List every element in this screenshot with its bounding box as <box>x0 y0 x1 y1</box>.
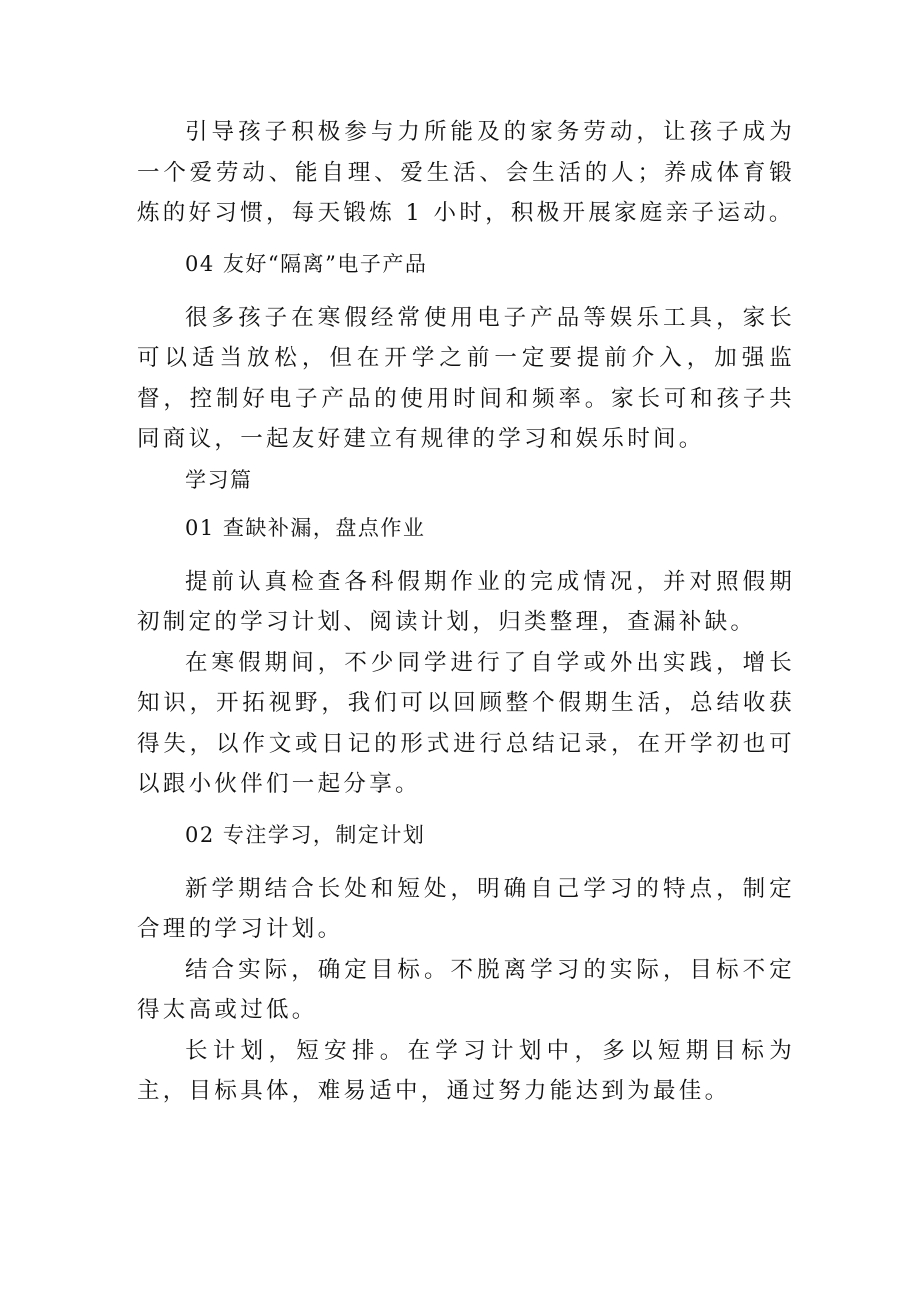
paragraph-homework-check: 提前认真检查各科假期作业的完成情况，并对照假期初制定的学习计划、阅读计划，归类整理，查漏补缺。 <box>137 568 795 635</box>
section-title-study: 学习篇 <box>185 467 253 492</box>
heading-02-plan: 02 专注学习，制定计划 <box>185 822 426 847</box>
paragraph-practice-summary: 在寒假期间，不少同学进行了自学或外出实践，增长知识，开拓视野，我们可以回顾整个假期生活，总结收获得失，以作文或日记的形式进行总结记录，在开学初也可以跟小伙伴们一起分享。 <box>137 649 795 797</box>
paragraph-long-short-plan: 长计划，短安排。在学习计划中，多以短期目标为主，目标具体，难易适中，通过努力能达到为最佳。 <box>137 1037 795 1104</box>
paragraph-set-goals: 结合实际，确定目标。不脱离学习的实际，目标不定得太高或过低。 <box>137 956 795 1023</box>
paragraph-electronics: 很多孩子在寒假经常使用电子产品等娱乐工具，家长可以适当放松，但在开学之前一定要提前介入，加强监督，控制好电子产品的使用时间和频率。家长可和孩子共同商议，一起友好建立有规律的学习和娱乐时间。 <box>137 304 795 452</box>
heading-04-electronics: 04 友好“隔离”电子产品 <box>185 251 428 276</box>
heading-01-homework: 01 查缺补漏，盘点作业 <box>185 515 426 540</box>
document-body <box>137 112 795 1112</box>
paragraph-new-term: 新学期结合长处和短处，明确自己学习的特点，制定合理的学习计划。 <box>137 875 795 942</box>
paragraph-housework: 引导孩子积极参与力所能及的家务劳动，让孩子成为一个爱劳动、能自理、爱生活、会生活的人；养成体育锻炼的好习惯，每天锻炼 1 小时，积极开展家庭亲子运动。 <box>137 119 795 226</box>
